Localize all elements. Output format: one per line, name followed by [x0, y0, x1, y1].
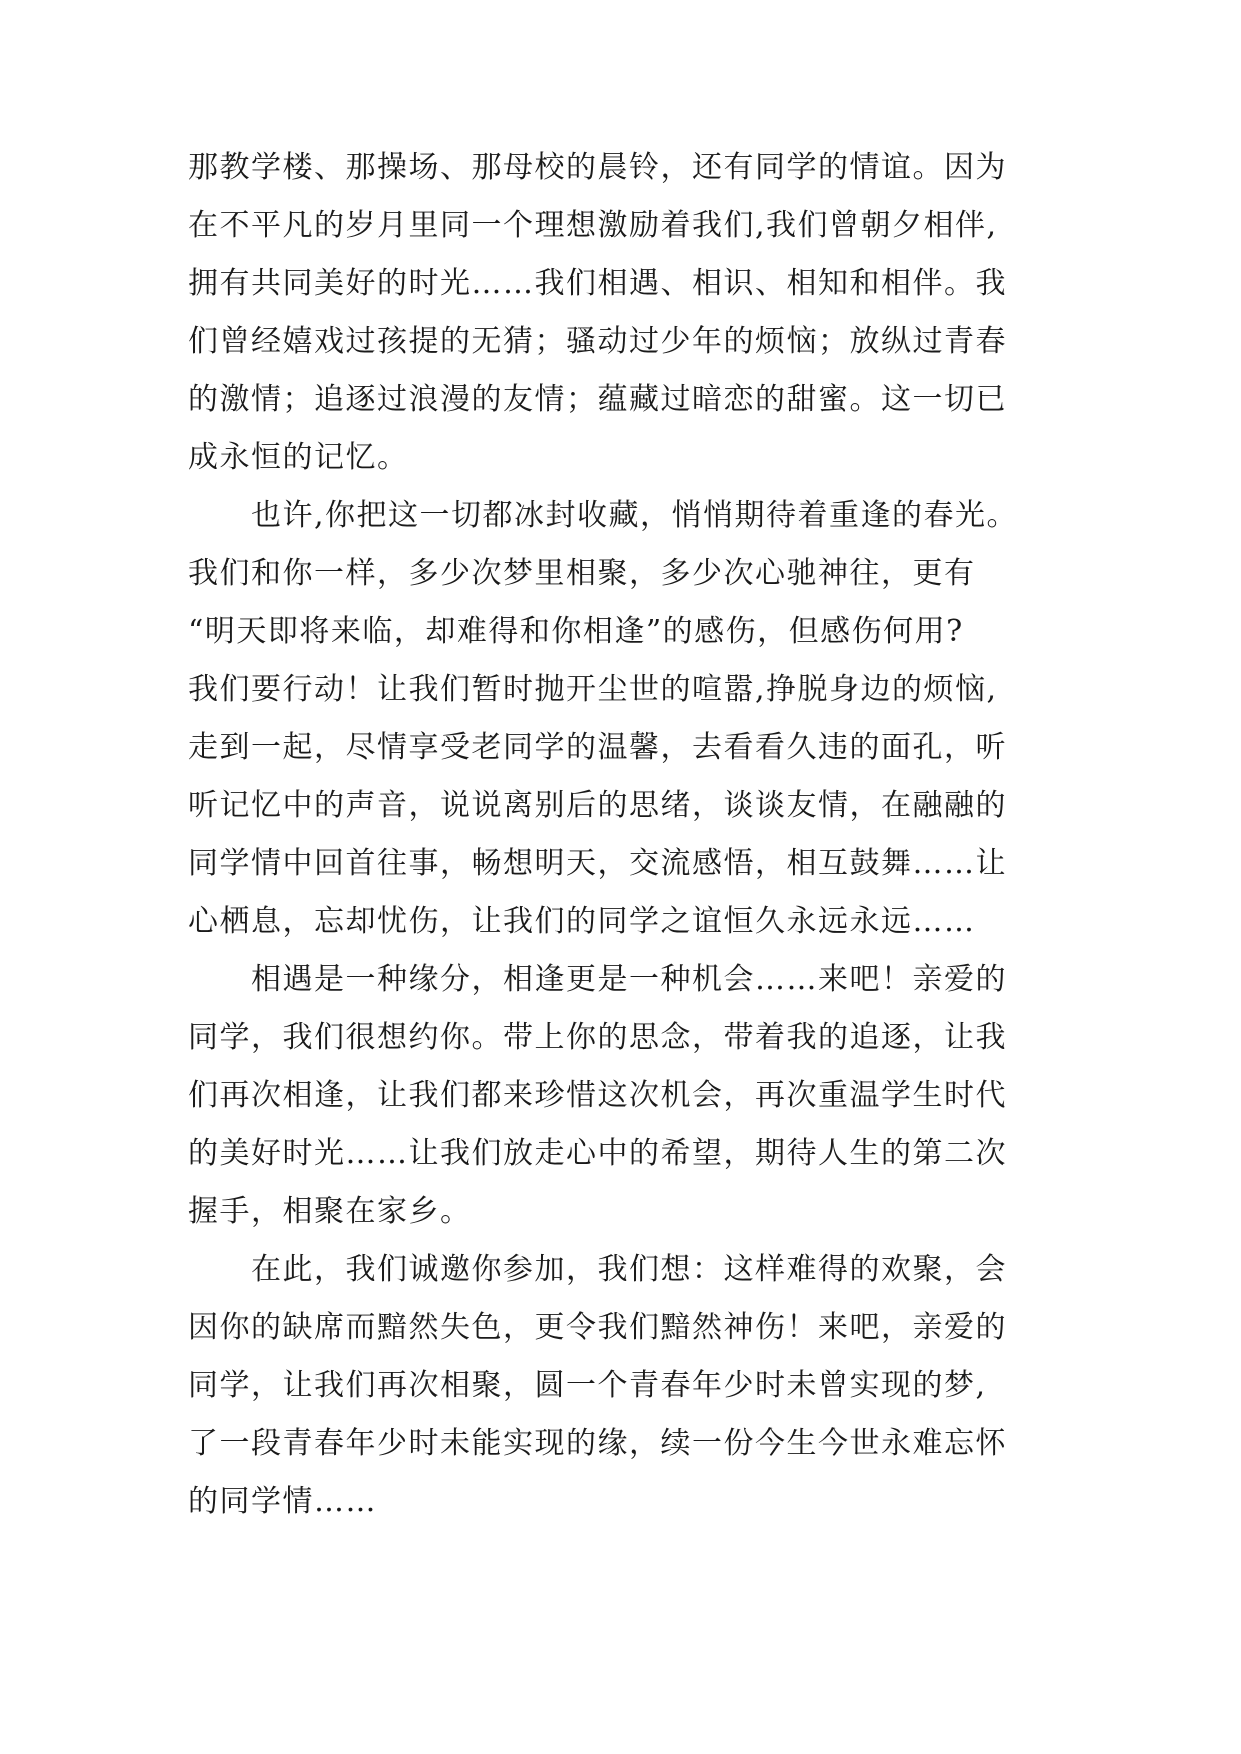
- text-line: 也许,你把这一切都冰封收藏，悄悄期待着重逢的春光。: [188, 498, 1019, 533]
- text-line: 们曾经嬉戏过孩提的无猜；骚动过少年的烦恼；放纵过青春: [188, 324, 1007, 359]
- text-line: 的激情；追逐过浪漫的友情；蕴藏过暗恋的甜蜜。这一切已: [188, 382, 1007, 417]
- text-line: “明天即将来临，却难得和你相逢”的感伤，但感伤何用?: [188, 614, 964, 649]
- text-line: 那教学楼、那操场、那母校的晨铃，还有同学的情谊。因为: [188, 150, 1007, 185]
- text-line: 听记忆中的声音，说说离别后的思绪，谈谈友情，在融融的: [188, 788, 1007, 823]
- text-line: 走到一起，尽情享受老同学的温馨，去看看久违的面孔，听: [188, 730, 1007, 765]
- text-line: 相遇是一种缘分，相逢更是一种机会……来吧！亲爱的: [188, 962, 1007, 997]
- text-line: 的同学情……: [188, 1484, 377, 1519]
- text-line: 了一段青春年少时未能实现的缘，续一份今生今世永难忘怀: [188, 1426, 1007, 1461]
- text-line: 拥有共同美好的时光……我们相遇、相识、相知和相伴。我: [188, 266, 1007, 301]
- text-line: 在不平凡的岁月里同一个理想激励着我们,我们曾朝夕相伴,: [188, 208, 998, 243]
- text-line: 同学情中回首往事，畅想明天，交流感悟，相互鼓舞……让: [188, 846, 1007, 881]
- text-line: 我们和你一样，多少次梦里相聚，多少次心驰神往，更有: [188, 556, 976, 591]
- text-line: 的美好时光……让我们放走心中的希望，期待人生的第二次: [188, 1136, 1007, 1171]
- text-line: 成永恒的记忆。: [188, 440, 409, 475]
- text-line: 在此，我们诚邀你参加，我们想：这样难得的欢聚，会: [188, 1252, 1007, 1287]
- text-line: 心栖息，忘却忧伤，让我们的同学之谊恒久永远永远……: [188, 904, 976, 939]
- text-line: 因你的缺席而黯然失色，更令我们黯然神伤！来吧，亲爱的: [188, 1310, 1007, 1345]
- text-line: 同学，让我们再次相聚，圆一个青春年少时未曾实现的梦,: [188, 1368, 987, 1403]
- text-line: 我们要行动！让我们暂时抛开尘世的喧嚣,挣脱身边的烦恼,: [188, 672, 998, 707]
- text-line: 同学，我们很想约你。带上你的思念，带着我的追逐，让我: [188, 1020, 1007, 1055]
- text-line: 握手，相聚在家乡。: [188, 1194, 472, 1229]
- text-line: 们再次相逢，让我们都来珍惜这次机会，再次重温学生时代: [188, 1078, 1007, 1113]
